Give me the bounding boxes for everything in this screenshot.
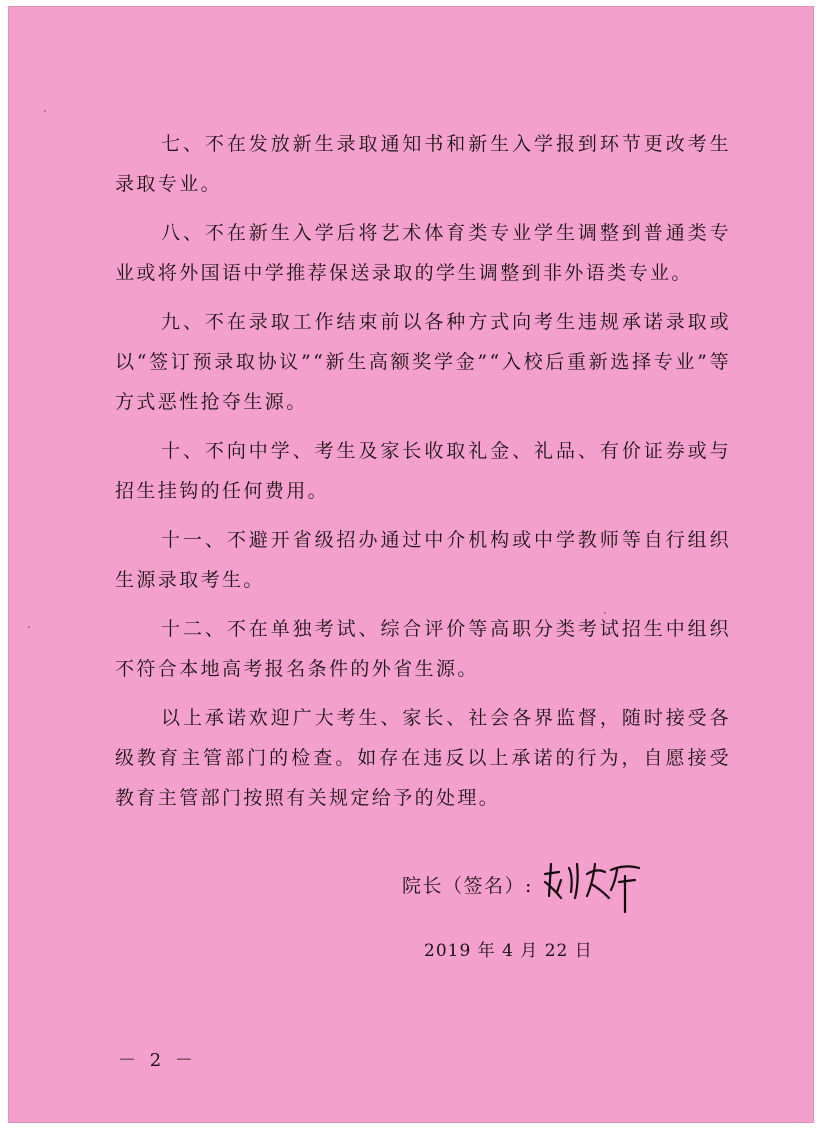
paper-speck <box>44 110 46 112</box>
page-number: － 2 － <box>118 1050 197 1071</box>
paper-speck <box>28 626 30 628</box>
paragraph-11: 十一、不避开省级招办通过中介机构或中学教师等自行组织生源录取考生。 <box>115 529 731 591</box>
document-body <box>115 124 731 827</box>
paper-speck <box>604 612 606 614</box>
paragraph-10: 十、不向中学、考生及家长收取礼金、礼品、有价证券或与招生挂钩的任何费用。 <box>115 440 731 502</box>
closing-paragraph: 以上承诺欢迎广大考生、家长、社会各界监督，随时接受各级教育主管部门的检查。如存在违反以上承诺的行为，自愿接受教育主管部门按照有关规定给予的处理。 <box>115 707 731 809</box>
document-date: 2019 年 4 月 22 日 <box>424 941 593 961</box>
paragraph-7: 七、不在发放新生录取通知书和新生入学报到环节更改考生录取专业。 <box>115 133 731 195</box>
paragraph-8: 八、不在新生入学后将艺术体育类专业学生调整到普通类专业或将外国语中学推荐保送录取的学生调整到非外语类专业。 <box>115 222 731 284</box>
signature-line <box>402 852 649 916</box>
signature-label: 院长（签名）: <box>402 874 533 897</box>
paragraph-9: 九、不在录取工作结束前以各种方式向考生违规承诺录取或以“签订预录取协议”“新生高额奖学金”“入校后重新选择专业”等方式恶性抢夺生源。 <box>115 311 731 413</box>
paragraph-12: 十二、不在单独考试、综合评价等高职分类考试招生中组织不符合本地高考报名条件的外省生源。 <box>115 618 731 680</box>
document-page <box>8 6 814 1123</box>
handwritten-signature <box>539 852 649 916</box>
